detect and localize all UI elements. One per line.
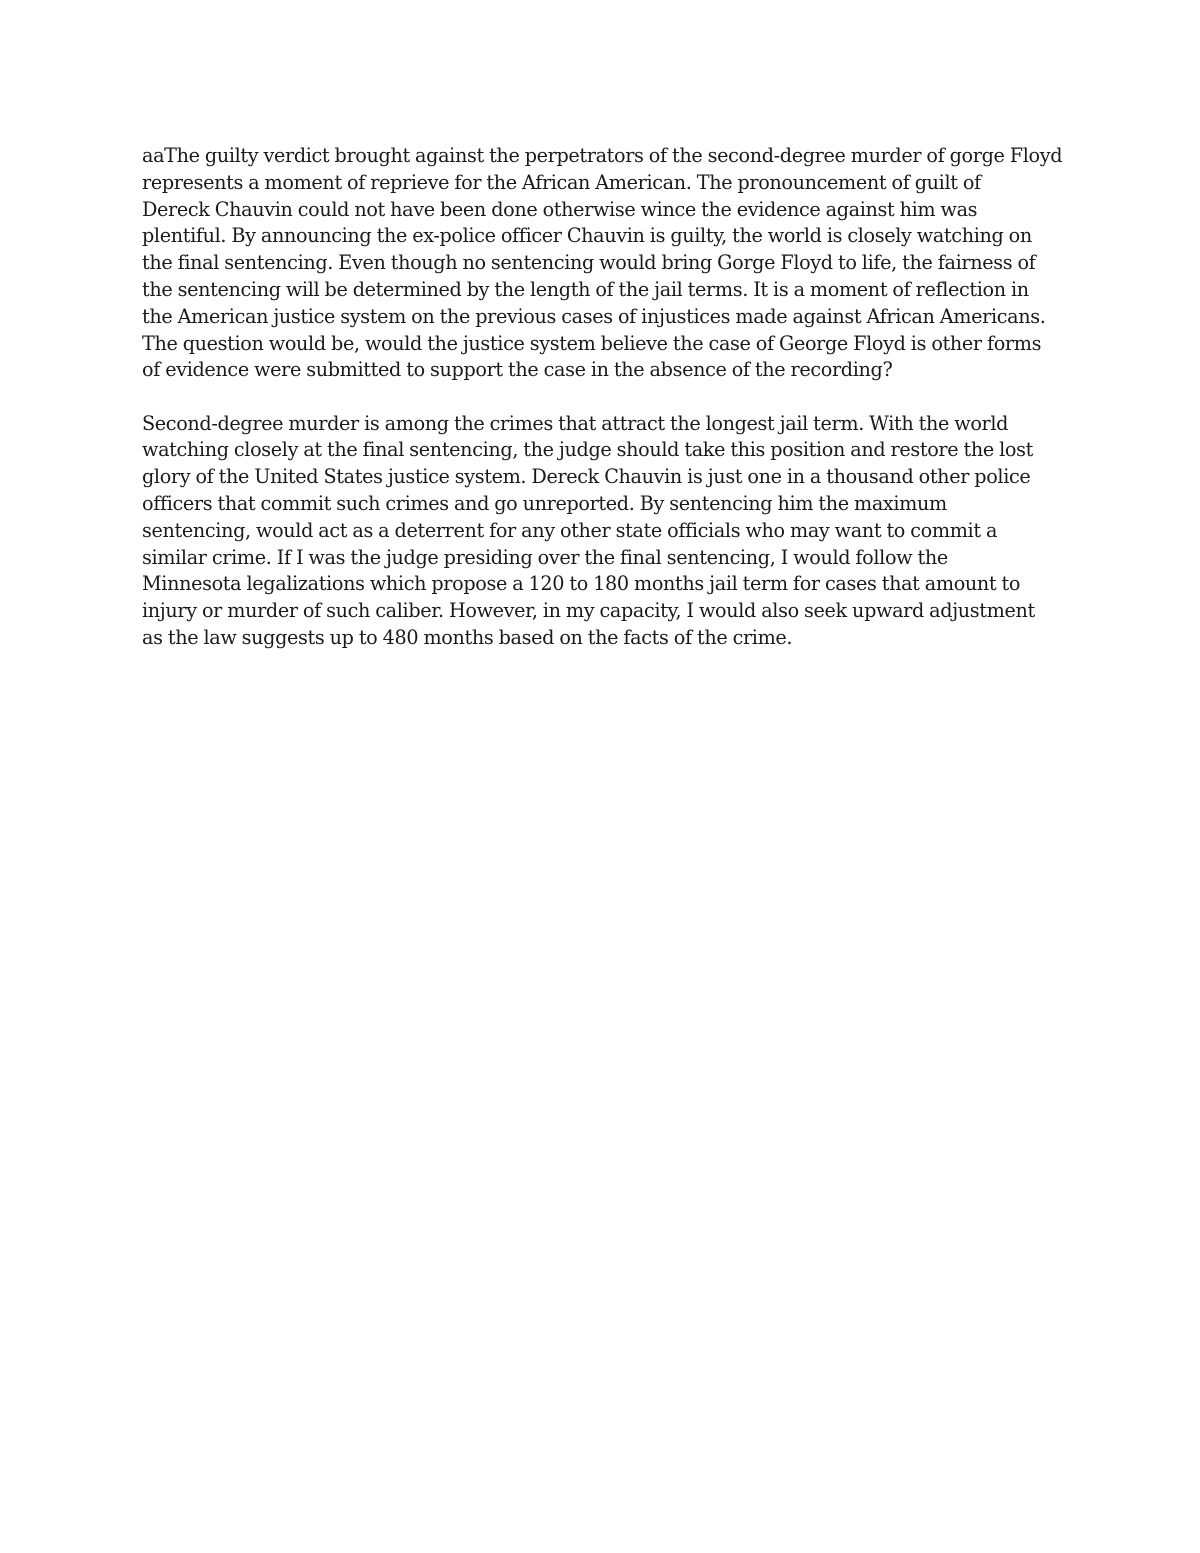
text-line: The question would be, would the justice system believe the case of George Floyd is other forms	[142, 331, 1042, 355]
text-line: the American justice system on the previous cases of injustices made against African Americans.	[142, 304, 1046, 328]
document-body	[142, 143, 1062, 678]
text-line: sentencing, would act as a deterrent for any other state officials who may want to commit a	[142, 518, 998, 542]
text-line: aaThe guilty verdict brought against the perpetrators of the second-degree murder of gorge Floyd	[142, 144, 1063, 167]
text-line: glory of the United States justice system. Dereck Chauvin is just one in a thousand other police	[142, 465, 1031, 489]
text-line: Dereck Chauvin could not have been done otherwise wince the evidence against him was	[142, 197, 978, 221]
paragraph-1	[142, 143, 1062, 384]
text-line: the final sentencing. Even though no sentencing would bring Gorge Floyd to life, the fairness of	[142, 251, 1036, 275]
text-line: Minnesota legalizations which propose a 120 to 180 months jail term for cases that amount to	[142, 572, 1021, 596]
text-line: similar crime. If I was the judge presiding over the final sentencing, I would follow the	[142, 545, 948, 569]
text-line: as the law suggests up to 480 months based on the facts of the crime.	[142, 626, 793, 650]
paragraph-2	[142, 411, 1062, 652]
text-line: the sentencing will be determined by the length of the jail terms. It is a moment of reflection in	[142, 277, 1029, 301]
text-line: injury or murder of such caliber. However, in my capacity, I would also seek upward adjustment	[142, 599, 1035, 623]
text-line: of evidence were submitted to support the case in the absence of the recording?	[142, 358, 893, 382]
text-line: represents a moment of reprieve for the African American. The pronouncement of guilt of	[142, 170, 981, 194]
text-line: Second-degree murder is among the crimes that attract the longest jail term. With the world	[142, 411, 1009, 435]
text-line: officers that commit such crimes and go unreported. By sentencing him the maximum	[142, 492, 947, 516]
text-line: watching closely at the final sentencing, the judge should take this position and restore the lost	[142, 438, 1033, 462]
text-line: plentiful. By announcing the ex-police officer Chauvin is guilty, the world is closely watching on	[142, 224, 1032, 248]
